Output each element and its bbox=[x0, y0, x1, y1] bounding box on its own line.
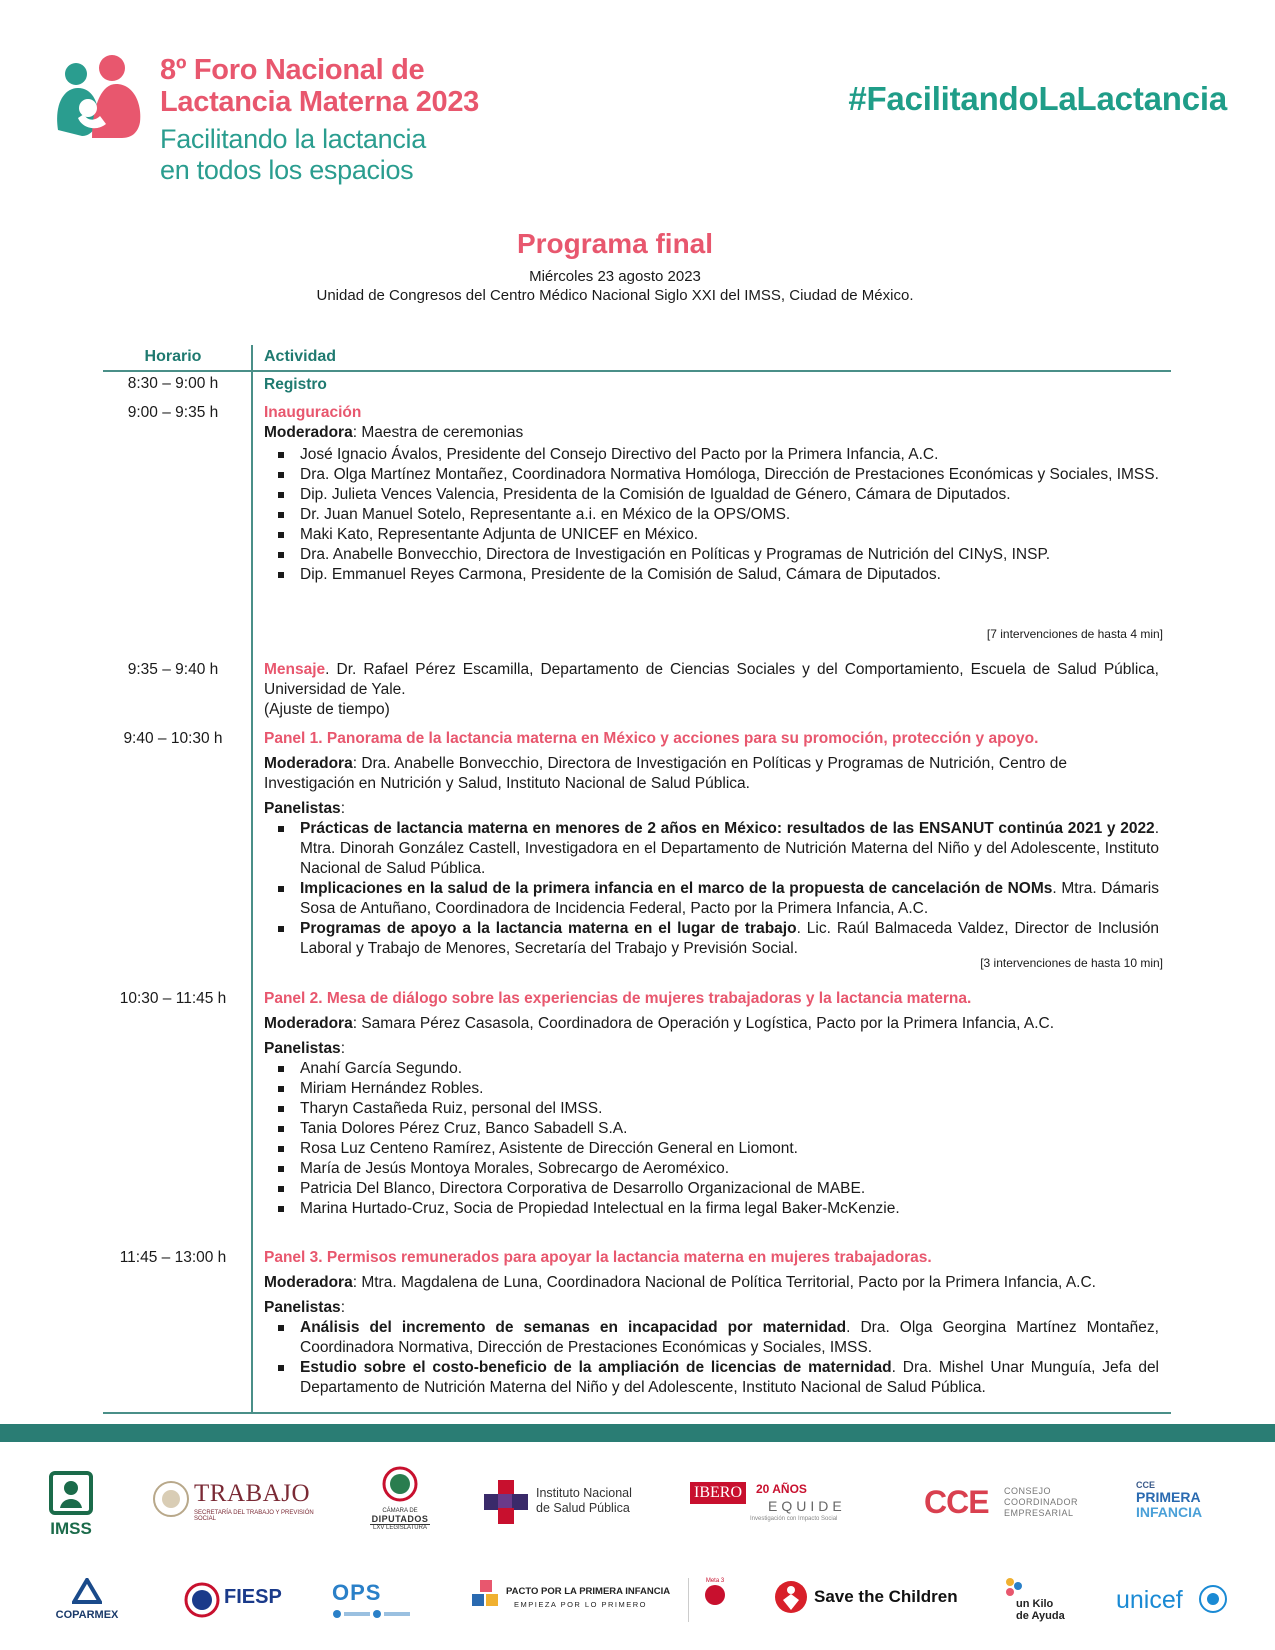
panelists-label: Panelistas bbox=[264, 1299, 341, 1316]
pacto-logo bbox=[472, 1580, 672, 1624]
speaker-item bbox=[264, 485, 1159, 505]
ibero-equide-logo bbox=[690, 1482, 890, 1527]
event-title bbox=[160, 54, 479, 118]
diputados-text: DIPUTADOS bbox=[371, 1514, 429, 1524]
panelist-item-text: Tharyn Castañeda Ruiz, personal del IMSS. bbox=[300, 1100, 603, 1117]
kilo-line1: un Kilo bbox=[1016, 1598, 1054, 1610]
kilo-text bbox=[1016, 1598, 1065, 1622]
program-title: Programa final bbox=[516, 228, 714, 259]
bullet-icon bbox=[278, 826, 284, 832]
speaker-item bbox=[264, 445, 1159, 465]
bullet-icon bbox=[278, 492, 284, 498]
cce-logo bbox=[924, 1484, 1084, 1524]
panelist-item-topic: Prácticas de lactancia materna en menores de 2 años en México: resultados de las ENSANUT continúa 2021 y 2022 bbox=[300, 820, 1155, 837]
event-subtitle-line1: Facilitando la lactancia bbox=[160, 124, 426, 154]
pi-line1: PRIMERA bbox=[1136, 1489, 1201, 1505]
panelist-item-topic: Programas de apoyo a la lactancia materna en el lugar de trabajo bbox=[300, 920, 797, 937]
panelist-item bbox=[264, 1318, 1159, 1358]
cce-words bbox=[1004, 1486, 1078, 1519]
activity-panel1 bbox=[264, 729, 1159, 959]
col-header-time: Horario bbox=[144, 348, 202, 365]
save-the-children-logo bbox=[774, 1580, 974, 1620]
bullet-icon bbox=[278, 1166, 284, 1172]
pi-line2: INFANCIA bbox=[1136, 1504, 1203, 1520]
panelist-item bbox=[264, 819, 1159, 879]
insp-cross-icon bbox=[482, 1478, 530, 1526]
diputados-emblem-icon bbox=[381, 1465, 419, 1503]
speaker-item bbox=[264, 525, 1159, 545]
panel3-title: Panel 3. Permisos remunerados para apoyar la lactancia materna en mujeres trabajadoras. bbox=[264, 1249, 932, 1266]
moderator-label: Moderadora bbox=[264, 424, 353, 441]
program-venue: Unidad de Congresos del Centro Médico Nacional Siglo XXI del IMSS, Ciudad de México. bbox=[316, 287, 914, 304]
panelists-label: Panelistas bbox=[264, 800, 341, 817]
panelist-item-text: Patricia Del Blanco, Directora Corporativa de Desarrollo Organizacional de MABE. bbox=[300, 1180, 866, 1197]
unicef-globe-icon bbox=[1198, 1584, 1228, 1614]
panelist-item-topic: Estudio sobre el costo-beneficio de la ampliación de licencias de maternidad bbox=[300, 1359, 892, 1376]
time-inauguracion: 9:00 – 9:35 h bbox=[127, 404, 219, 421]
speaker-item-text: José Ignacio Ávalos, Presidente del Consejo Directivo del Pacto por la Primera Infancia, A.C. bbox=[300, 446, 939, 463]
speaker-item-text: Dra. Olga Martínez Montañez, Coordinadora Normativa Homóloga, Dirección de Prestaciones Económicas y Sociales, IMSS. bbox=[300, 466, 1159, 483]
speaker-item bbox=[264, 465, 1159, 485]
mensaje-body: . Dr. Rafael Pérez Escamilla, Departamento de Ciencias Sociales y del Comportamiento, Escuela de Salud Pública, Universidad de Yale. bbox=[264, 661, 1159, 698]
moderator-text: : Dra. Anabelle Bonvecchio, Directora de Investigación en Políticas y Programas de Nutrición, Centro de Investigación en Nutrición y Salud, Instituto Nacional de Salud Pública. bbox=[264, 755, 1067, 792]
panelist-item-speaker: . Lic. Raúl Balmaceda Valdez, Director de Inclusión Laboral y Trabajo de Menores, Secretaría del Trabajo y Previsión Social. bbox=[300, 920, 1160, 957]
bullet-icon bbox=[278, 1126, 284, 1132]
save-the-children-icon bbox=[774, 1580, 808, 1614]
bullet-icon bbox=[278, 1325, 284, 1331]
bullet-icon bbox=[278, 926, 284, 932]
panelist-item bbox=[264, 1099, 1159, 1119]
bullet-icon bbox=[278, 1206, 284, 1212]
table-bottom-rule bbox=[103, 1412, 1171, 1414]
mensaje-adjust: (Ajuste de tiempo) bbox=[264, 701, 390, 718]
bullet-icon bbox=[278, 1066, 284, 1072]
panelist-item bbox=[264, 1079, 1159, 1099]
pi-top: CCE bbox=[1136, 1480, 1156, 1490]
program-date: Miércoles 23 agosto 2023 bbox=[529, 268, 701, 285]
primera-infancia-logo bbox=[1136, 1480, 1236, 1530]
moderator-text: : Maestra de ceremonias bbox=[352, 424, 524, 441]
event-subtitle-line2: en todos los espacios bbox=[160, 155, 414, 185]
header-rule bbox=[103, 370, 1171, 372]
activity-registro: Registro bbox=[264, 376, 327, 393]
speaker-item bbox=[264, 565, 1159, 585]
meta3-logo bbox=[688, 1578, 735, 1622]
panel2-moderator bbox=[264, 1014, 1159, 1034]
forum-logo-icon bbox=[52, 52, 144, 140]
cce-line1: CONSEJO bbox=[1004, 1486, 1052, 1496]
moderator-label: Moderadora bbox=[264, 755, 353, 772]
insp-line1: Instituto Nacional bbox=[536, 1486, 632, 1500]
panelist-item-speaker: . Dra. Olga Georgina Martínez Montañez, Coordinadora Normativa, Dirección de Prestaciones Económicas y Sociales, IMSS. bbox=[300, 1319, 1159, 1356]
panel3-panelists-label: Panelistas: bbox=[264, 1299, 345, 1316]
panelist-item bbox=[264, 1199, 1159, 1219]
moderator-text: : Samara Pérez Casasola, Coordinadora de Operación y Logística, Pacto por la Primera Infancia, A.C. bbox=[352, 1015, 1055, 1032]
panelist-item bbox=[264, 1358, 1159, 1398]
coparmex-text: COPARMEX bbox=[55, 1609, 119, 1621]
fiesp-text: FIESP bbox=[224, 1586, 282, 1608]
activity-panel2 bbox=[264, 989, 1159, 1219]
un-kilo-logo bbox=[1002, 1576, 1082, 1626]
panel1-panelists-label: Panelistas: bbox=[264, 800, 345, 817]
moderator-text: : Mtra. Magdalena de Luna, Coordinadora Nacional de Política Territorial, Pacto por la Primera Infancia, A.C. bbox=[352, 1274, 1096, 1291]
event-title-line2: Lactancia Materna 2023 bbox=[160, 86, 480, 118]
event-title-line1: 8º Foro Nacional de bbox=[160, 54, 425, 86]
kilo-line2: de Ayuda bbox=[1016, 1610, 1065, 1622]
event-subtitle bbox=[160, 124, 426, 186]
moderator-label: Moderadora bbox=[264, 1274, 353, 1291]
panel1-moderator bbox=[264, 754, 1159, 794]
hashtag: #FacilitandoLaLactancia bbox=[848, 80, 1227, 117]
bullet-icon bbox=[278, 1186, 284, 1192]
panelist-item-text: Marina Hurtado-Cruz, Socia de Propiedad Intelectual en la firma legal Baker-McKenzie. bbox=[300, 1200, 900, 1217]
time-panel3: 11:45 – 13:00 h bbox=[119, 1249, 227, 1266]
speaker-item-text: Maki Kato, Representante Adjunta de UNICEF en México. bbox=[300, 526, 699, 543]
panelist-item bbox=[264, 1159, 1159, 1179]
insp-line2: de Salud Pública bbox=[536, 1501, 630, 1515]
cce-line3: EMPRESARIAL bbox=[1004, 1508, 1074, 1518]
pacto-line1: PACTO POR LA PRIMERA INFANCIA bbox=[506, 1586, 671, 1597]
panelists-label: Panelistas bbox=[264, 1040, 341, 1057]
speaker-item-text: Dr. Juan Manuel Sotelo, Representante a.i. en México de la OPS/OMS. bbox=[300, 506, 791, 523]
bullet-icon bbox=[278, 886, 284, 892]
panelist-item-topic: Análisis del incremento de semanas en incapacidad por maternidad bbox=[300, 1319, 847, 1336]
panelist-item bbox=[264, 1179, 1159, 1199]
imss-text: IMSS bbox=[50, 1519, 92, 1538]
panelist-item bbox=[264, 879, 1159, 919]
panelist-item bbox=[264, 1059, 1159, 1079]
bullet-icon bbox=[278, 552, 284, 558]
ops-sub-icons bbox=[332, 1609, 412, 1619]
cce-text: CCE bbox=[924, 1484, 989, 1520]
column-divider bbox=[251, 345, 253, 1413]
panelist-item bbox=[264, 1139, 1159, 1159]
insp-logo bbox=[482, 1478, 642, 1528]
panel2-title: Panel 2. Mesa de diálogo sobre las experiencias de mujeres trabajadoras y la lactancia materna. bbox=[264, 990, 972, 1007]
bullet-icon bbox=[278, 532, 284, 538]
diputados-logo bbox=[370, 1465, 430, 1540]
panelist-item-text: Rosa Luz Centeno Ramírez, Asistente de Dirección General en Liomont. bbox=[300, 1140, 798, 1157]
inauguracion-note: [7 intervenciones de hasta 4 min] bbox=[986, 627, 1163, 641]
speaker-item bbox=[264, 505, 1159, 525]
panel2-panelists-label: Panelistas: bbox=[264, 1040, 345, 1057]
bullet-icon bbox=[278, 472, 284, 478]
equide-sub: Investigación con Impacto Social bbox=[750, 1516, 838, 1522]
diputados-top: CÁMARA DE bbox=[382, 1508, 418, 1514]
speaker-item bbox=[264, 545, 1159, 565]
panelist-item-speaker: . Mtra. Dinorah González Castell, Investigadora en el Departamento de Nutrición Materna del Niño y del Adolescente, Instituto Nacional de Salud Pública. bbox=[300, 820, 1159, 877]
footer-band bbox=[0, 1424, 1275, 1442]
diputados-sub: LXV LEGISLATURA bbox=[370, 1524, 430, 1531]
ops-text: OPS bbox=[332, 1580, 382, 1605]
bullet-icon bbox=[278, 572, 284, 578]
imss-emblem-icon bbox=[48, 1470, 94, 1516]
mensaje-text bbox=[264, 660, 1159, 700]
save-text: Save the Children bbox=[814, 1587, 958, 1606]
panelist-item-speaker: . Dra. Mishel Unar Munguía, Jefa del Departamento de Nutrición Materna del Niño y del Adolescente, Instituto Nacional de Salud Pública. bbox=[300, 1359, 1160, 1396]
speaker-item-text: Dip. Julieta Vences Valencia, Presidenta de la Comisión de Igualdad de Género, Cámara de Diputados. bbox=[300, 486, 1011, 503]
activity-panel3 bbox=[264, 1248, 1159, 1398]
ibero-text: IBERO bbox=[690, 1482, 746, 1504]
cce-line2: COORDINADOR bbox=[1004, 1497, 1079, 1507]
bullet-icon bbox=[278, 1106, 284, 1112]
coparmex-logo bbox=[44, 1578, 130, 1628]
pacto-line2: EMPIEZA POR LO PRIMERO bbox=[514, 1600, 648, 1609]
mensaje-title: Mensaje bbox=[264, 661, 326, 678]
speaker-item-text: Dra. Anabelle Bonvecchio, Directora de Investigación en Políticas y Programas de Nutrición del CINyS, INSP. bbox=[300, 546, 1051, 563]
panel1-note: [3 intervenciones de hasta 10 min] bbox=[980, 956, 1163, 970]
unicef-text: unicef bbox=[1116, 1586, 1183, 1614]
bullet-icon bbox=[278, 1365, 284, 1371]
panelist-item-text: Miriam Hernández Robles. bbox=[300, 1080, 484, 1097]
bullet-icon bbox=[278, 1146, 284, 1152]
equide-text: EQUIDE bbox=[768, 1498, 846, 1514]
equide-years: 20 AÑOS bbox=[756, 1482, 807, 1496]
coat-of-arms-icon bbox=[152, 1480, 190, 1518]
panel1-title: Panel 1. Panorama de la lactancia materna en México y acciones para su promoción, protección y apoyo. bbox=[264, 730, 1039, 747]
coparmex-emblem-icon bbox=[72, 1578, 102, 1604]
pacto-blocks-icon bbox=[472, 1580, 502, 1614]
time-mensaje: 9:35 – 9:40 h bbox=[127, 661, 219, 678]
panelist-item bbox=[264, 919, 1159, 959]
time-panel1: 9:40 – 10:30 h bbox=[123, 730, 223, 747]
bullet-icon bbox=[278, 1086, 284, 1092]
panelist-item-text: Tania Dolores Pérez Cruz, Banco Sabadell S.A. bbox=[300, 1120, 628, 1137]
activity-mensaje bbox=[264, 660, 1159, 720]
kilo-star-icon bbox=[1002, 1576, 1026, 1600]
speaker-item-text: Dip. Emmanuel Reyes Carmona, Presidente de la Comisión de Salud, Cámara de Diputados. bbox=[300, 566, 941, 583]
time-registro: 8:30 – 9:00 h bbox=[127, 375, 219, 392]
panel3-moderator bbox=[264, 1273, 1159, 1293]
fiesp-emblem-icon bbox=[184, 1582, 220, 1618]
time-panel2: 10:30 – 11:45 h bbox=[119, 990, 227, 1007]
insp-text bbox=[536, 1486, 632, 1516]
inauguracion-title: Inauguración bbox=[264, 404, 362, 421]
moderator-label: Moderadora bbox=[264, 1015, 353, 1032]
activity-inauguracion bbox=[264, 403, 1159, 585]
meta3-heart-icon bbox=[704, 1584, 726, 1606]
trabajo-sub: SECRETARÍA DEL TRABAJO Y PREVISIÓN SOCIAL bbox=[194, 1510, 314, 1522]
imss-logo bbox=[48, 1470, 102, 1542]
trabajo-logo bbox=[152, 1480, 322, 1525]
panelist-item-text: María de Jesús Montoya Morales, Sobrecargo de Aeroméxico. bbox=[300, 1160, 730, 1177]
ops-logo bbox=[332, 1580, 422, 1624]
inauguracion-moderator bbox=[264, 423, 1159, 443]
meta-text: Meta 3 bbox=[705, 1578, 725, 1584]
bullet-icon bbox=[278, 512, 284, 518]
unicef-logo bbox=[1116, 1584, 1236, 1620]
panelist-item-speaker: . Mtra. Dámaris Sosa de Antuñano, Coordinadora de Incidencia Federal, Pacto por la Primera Infancia, A.C. bbox=[300, 880, 1159, 917]
panelist-item-text: Anahí García Segundo. bbox=[300, 1060, 463, 1077]
fiesp-logo bbox=[184, 1582, 294, 1622]
panelist-item-topic: Implicaciones en la salud de la primera infancia en el marco de la propuesta de cancelación de NOMs bbox=[300, 880, 1053, 897]
bullet-icon bbox=[278, 452, 284, 458]
panelist-item bbox=[264, 1119, 1159, 1139]
col-header-activity: Actividad bbox=[264, 348, 337, 365]
trabajo-text: TRABAJO bbox=[194, 1480, 311, 1507]
